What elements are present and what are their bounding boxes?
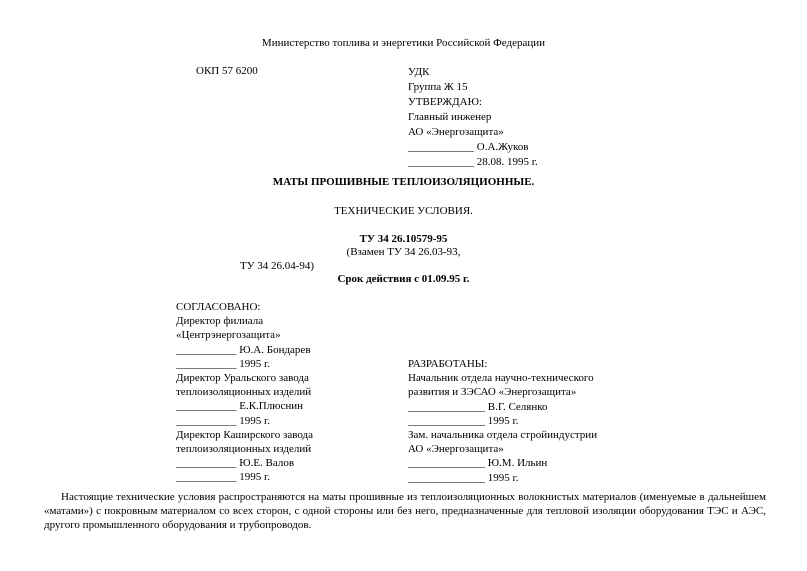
document-subtitle: ТЕХНИЧЕСКИЕ УСЛОВИЯ. [334,205,473,217]
scope-paragraph: Настоящие технические условия распространяются на маты прошивные из теплоизоляционных волокнистых материалов (именуемые в дальнейшем «матами») с покровным материалом со всех сторон, с одной стороны или без него, предназначенные для тепловой изоляции оборудования ТЭС и АЭС, другого промышленного оборудования и трубопроводов. [44,491,766,531]
developed-line: ______________ 1995 г. [408,471,519,484]
developed-line: развития и ЗЭСАО «Энергозащита» [408,386,577,399]
agreed-line: ___________ 1995 г. [176,414,271,427]
agreed-line: Директор Каширского завода [176,428,313,441]
udk-label: УДК [408,66,430,78]
developed-line: ______________ В.Г. Селянко [408,400,548,413]
approval-date-line: ____________ 28.08. 1995 г. [408,156,538,168]
developed-line: Зам. начальника отдела стройиндустрии [408,428,598,441]
agreed-line: ___________ Ю.А. Бондарев [176,343,311,356]
developed-line: Начальник отдела научно-технического [408,372,594,385]
ministry-name: Министерство топлива и энергетики Российской Федерации [261,37,546,49]
approval-block [408,65,538,170]
agreed-line: ___________ 1995 г. [176,357,271,370]
agreed-line: ___________ 1995 г. [176,471,271,484]
agreed-line: Директор филиала [176,315,264,328]
developed-line: ______________ Ю.М. Ильин [408,457,548,470]
agreed-line: Директор Уральского завода [176,371,309,384]
agreed-block [176,300,313,484]
developed-line: АО «Энергозащита» [408,443,504,456]
signer-line: ____________ О.А.Жуков [408,141,529,153]
document-title: МАТЫ ПРОШИВНЫЕ ТЕПЛОИЗОЛЯЦИОННЫЕ. [272,176,535,188]
developed-heading: РАЗРАБОТАНЫ: [408,358,488,370]
replaces-line-1: (Взамен ТУ 34 26.03-93, [346,246,461,258]
tu-number: ТУ 34 26.10579-95 [359,233,448,245]
replaces-line-2: ТУ 34 26.04-94) [240,260,315,272]
agreed-heading: СОГЛАСОВАНО: [176,301,261,313]
agreed-line: ___________ Ю.Е. Валов [176,457,295,470]
approve-heading: УТВЕРЖДАЮ: [408,96,482,108]
developed-line: ______________ 1995 г. [408,414,519,427]
developed-block [408,357,597,485]
agreed-line: «Центрэнергозащита» [176,329,281,342]
okp-code: ОКП 57 6200 [196,65,258,77]
agreed-line: теплоизоляционных изделий [176,442,312,455]
chief-engineer-title: Главный инженер [408,111,492,123]
agreed-line: ___________ Е.К.Плюснин [176,400,303,413]
agreed-line: теплоизоляционных изделий [176,386,312,399]
validity-period: Срок действия с 01.09.95 г. [337,273,470,285]
company-name: АО «Энергозащита» [408,126,504,138]
group-label: Группа Ж 15 [408,81,468,93]
